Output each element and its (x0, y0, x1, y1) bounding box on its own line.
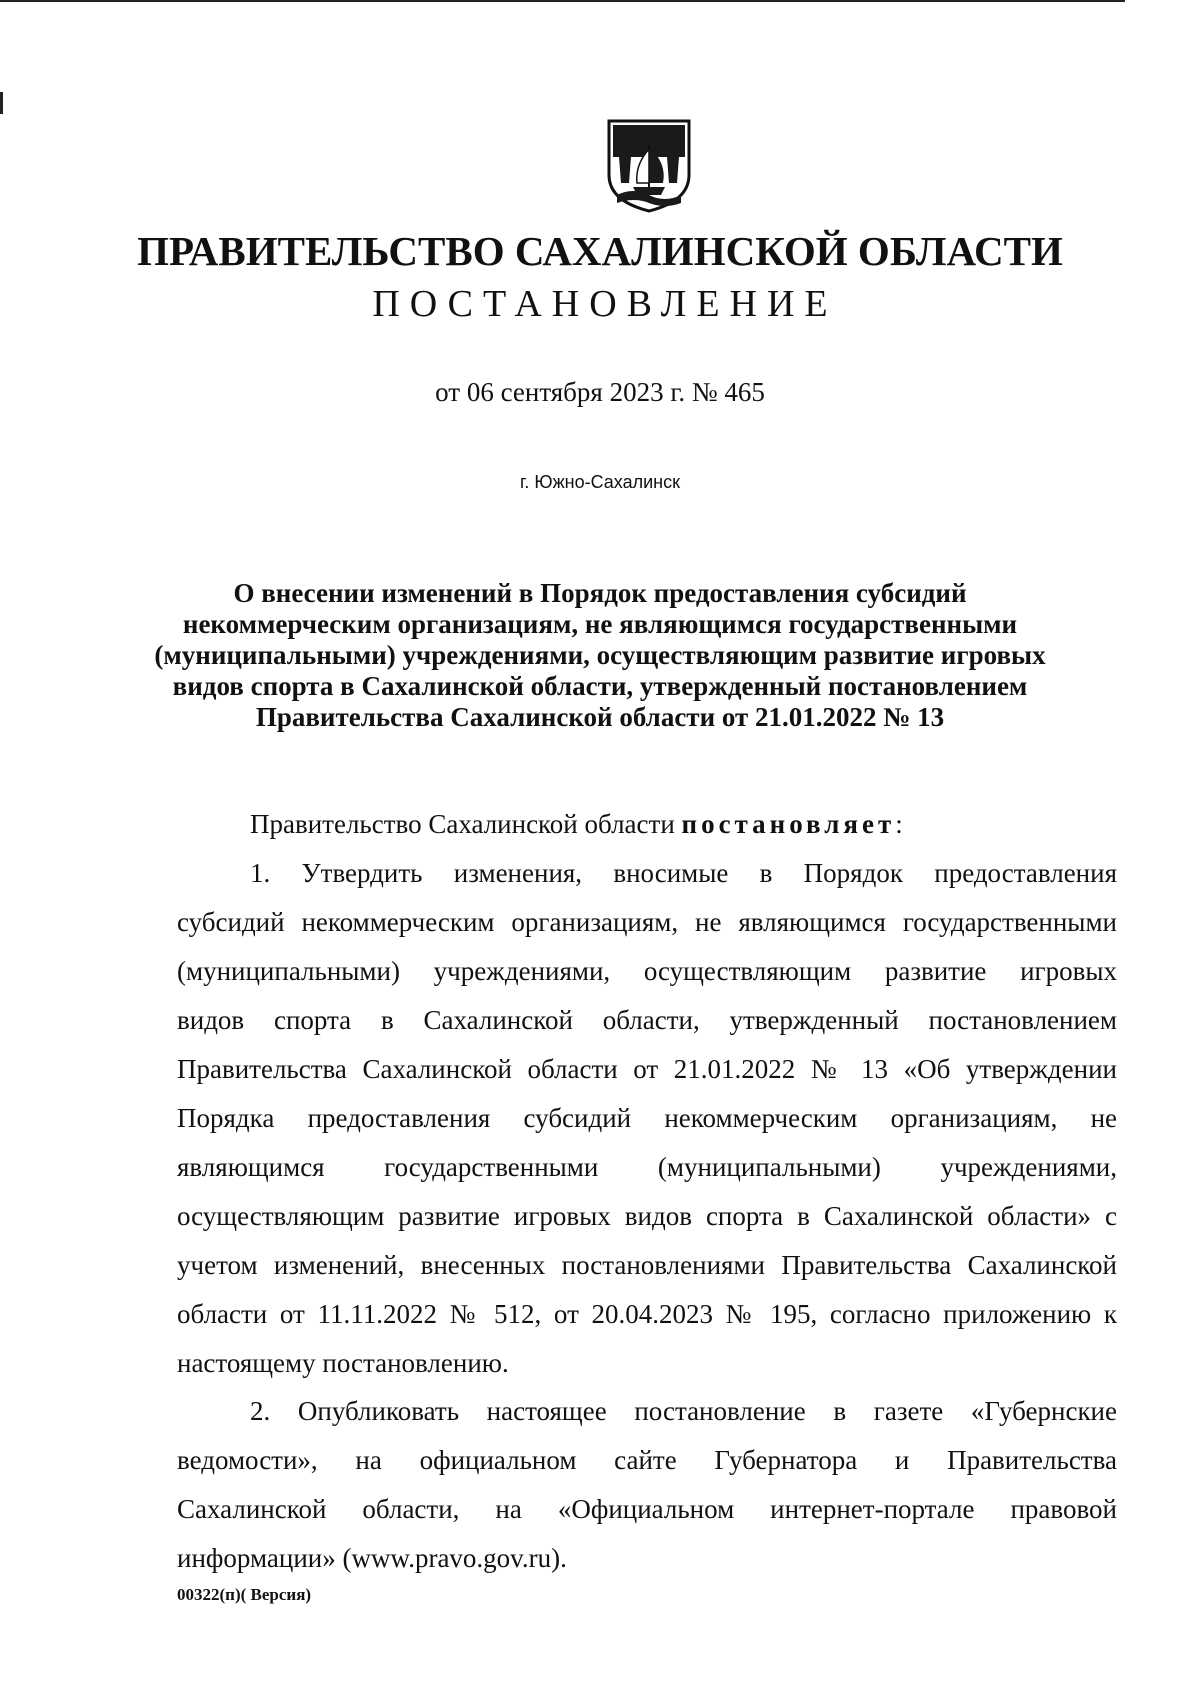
subject-line: (муниципальными) учреждениями, осуществляющим развитие игровых (154, 640, 1046, 670)
clause-2-line: информации» (www.pravo.gov.ru). (177, 1543, 567, 1573)
clause-1-line: 1. Утвердить изменения, вносимые в Порядок предоставления (250, 858, 1117, 888)
clause-1-line: видов спорта в Сахалинской области, утвержденный постановлением (177, 1005, 1117, 1035)
subject-line: Правительства Сахалинской области от 21.01.2022 № 13 (255, 702, 945, 732)
clause-1-line: являющимся государственными (муниципальными) учреждениями, (177, 1152, 1117, 1182)
government-title: ПРАВИТЕЛЬСТВО САХАЛИНСКОЙ ОБЛАСТИ (137, 228, 1063, 274)
clause-1-line: (муниципальными) учреждениями, осуществляющим развитие игровых (177, 956, 1117, 986)
preamble (250, 800, 1120, 849)
clause-2-line: ведомости», на официальном сайте Губернатора и Правительства (177, 1445, 1117, 1475)
clause-1 (177, 849, 1117, 1388)
document-date-number: от 06 сентября 2023 г. № 465 (435, 377, 765, 407)
clause-1-line: области от 11.11.2022 № 512, от 20.04.2023 № 195, согласно приложению к (177, 1299, 1117, 1329)
clause-1-line: Правительства Сахалинской области от 21.01.2022 № 13 «Об утверждении (177, 1054, 1117, 1084)
scan-edge-mark (0, 92, 3, 114)
document-place: г. Южно-Сахалинск (520, 472, 680, 492)
clause-1-line: учетом изменений, внесенных постановлениями Правительства Сахалинской (177, 1250, 1117, 1280)
clause-2-line: 2. Опубликовать настоящее постановление в газете «Губернские (250, 1396, 1117, 1426)
clause-1-line: осуществляющим развитие игровых видов спорта в Сахалинской области» с (177, 1201, 1117, 1231)
clause-2-line: Сахалинской области, на «Официальном интернет-портале правовой (177, 1494, 1117, 1524)
preamble-keyword: постановляет (681, 809, 896, 839)
clause-2 (177, 1387, 1117, 1583)
subject-line: некоммерческим организациям, не являющимся государственными (182, 609, 1018, 639)
preamble-text: Правительство Сахалинской области (250, 809, 682, 839)
clause-1-line: субсидий некоммерческим организациям, не являющимся государственными (177, 907, 1117, 937)
document-type: ПОСТАНОВЛЕНИЕ (372, 283, 838, 325)
coat-of-arms-icon (603, 117, 695, 213)
subject-line: О внесении изменений в Порядок предоставления субсидий (233, 578, 967, 608)
document-version-code: 00322(п)( Версия) (177, 1585, 312, 1604)
clause-1-line: настоящему постановлению. (177, 1348, 509, 1378)
preamble-colon: : (895, 809, 903, 839)
subject-line: видов спорта в Сахалинской области, утвержденный постановлением (172, 671, 1028, 701)
document-subject (0, 578, 1200, 733)
clause-1-line: Порядка предоставления субсидий некоммерческим организациям, не (177, 1103, 1117, 1133)
scan-top-rule (0, 0, 1125, 2)
